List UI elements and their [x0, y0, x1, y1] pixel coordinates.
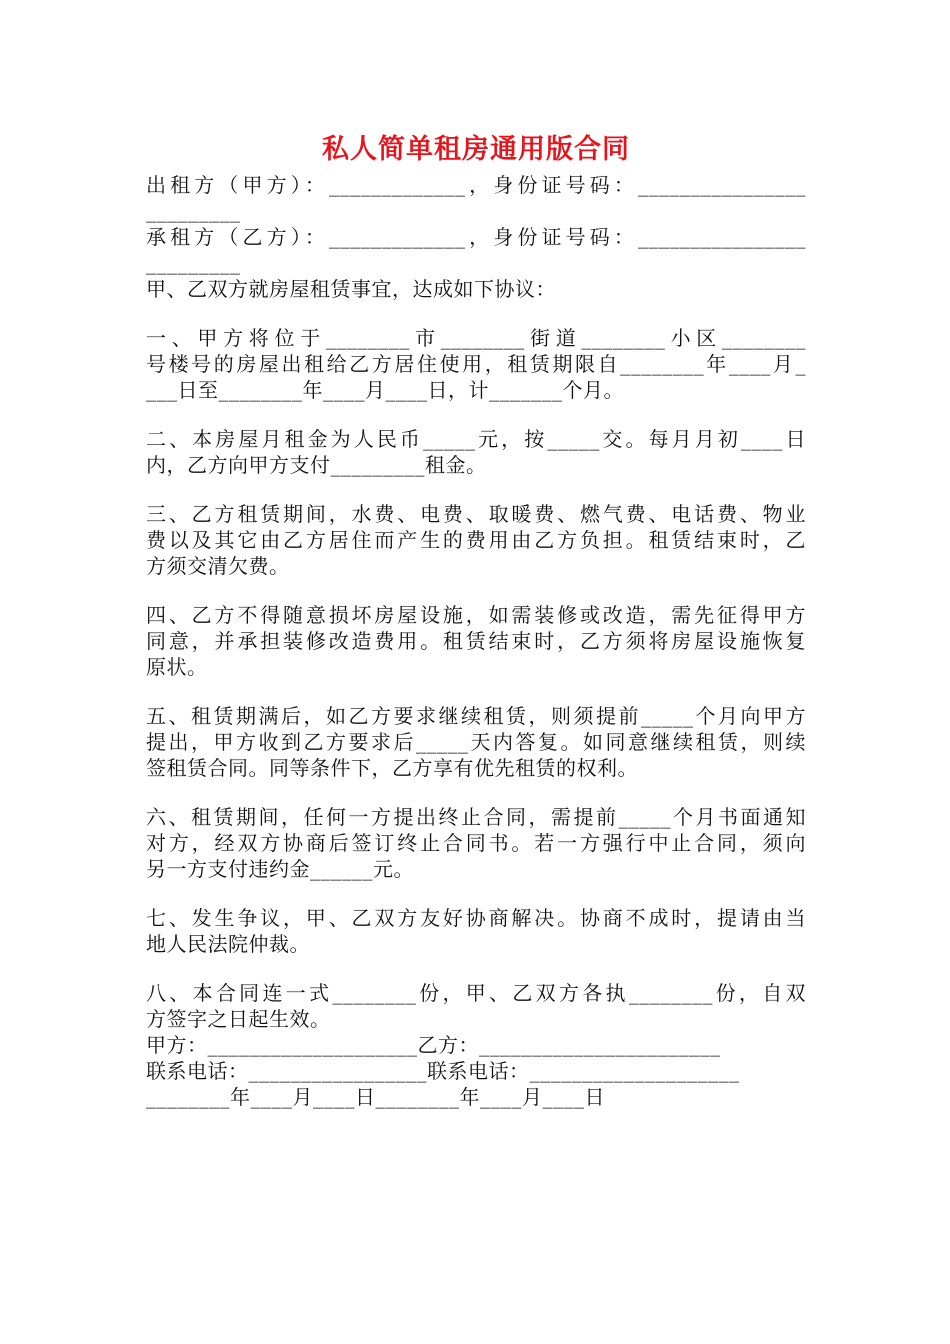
clause-3-line-1: 三、乙方租赁期间，水费、电费、取暖费、燃气费、电话费、物业 — [146, 502, 806, 526]
clause-2-line-2: 内，乙方向甲方支付_________租金。 — [146, 453, 487, 477]
clause-6-line-3: 另一方支付违约金______元。 — [146, 857, 414, 881]
lessor-id-continuation: _________ — [146, 199, 241, 223]
clause-5-line-3: 签租赁合同。同等条件下，乙方享有优先租赁的权利。 — [146, 756, 638, 780]
lessor-line: 出租方（甲方）：_____________，身份证号码：________________ — [146, 173, 806, 197]
paragraph-gap — [146, 957, 806, 980]
contract-title: 私人简单租房通用版合同 — [322, 134, 630, 165]
clause-8-line-1: 八、本合同连一式________份，甲、乙双方各执________份，自双 — [146, 981, 806, 1005]
clause-1-line-3: ___日至________年____月____日，计_______个月。 — [146, 378, 624, 402]
paragraph-gap — [146, 781, 806, 804]
paragraph-gap — [146, 680, 806, 703]
clause-1-line-2: 号楼号的房屋出租给乙方居住使用，租赁期限自________年____月_ — [146, 352, 806, 376]
clause-7-line-2: 地人民法院仲裁。 — [146, 932, 310, 956]
contract-page — [146, 128, 806, 1110]
clause-4-line-2: 同意，并承担装修改造费用。租赁结束时，乙方须将房屋设施恢复 — [146, 629, 806, 653]
signature-parties-line: 甲方：____________________乙方：_______________________ — [146, 1033, 721, 1057]
clause-2-line-1: 二、本房屋月租金为人民币_____元，按_____交。每月月初____日 — [146, 427, 806, 451]
paragraph-gap — [146, 403, 806, 426]
paragraph-gap — [146, 302, 806, 325]
paragraph-gap — [146, 579, 806, 602]
clause-5-line-1: 五、租赁期满后，如乙方要求继续租赁，则须提前_____个月向甲方 — [146, 704, 806, 728]
clause-4-line-3: 原状。 — [146, 655, 208, 679]
clause-7-line-1: 七、发生争议，甲、乙双方友好协商解决。协商不成时，提请由当 — [146, 906, 806, 930]
lessee-id-continuation: _________ — [146, 251, 241, 275]
paragraph-gap — [146, 478, 806, 501]
signature-phone-line: 联系电话：_________________联系电话：____________________ — [146, 1059, 740, 1083]
signature-date-line: ________年____月____日________年____月____日 — [146, 1085, 605, 1109]
clause-3-line-3: 方须交清欠费。 — [146, 554, 290, 578]
clause-1-line-1: 一、甲方将位于________市________街道________小区________ — [146, 326, 806, 350]
clause-6-line-1: 六、租赁期间，任何一方提出终止合同，需提前_____个月书面通知 — [146, 805, 806, 829]
lessee-line: 承租方（乙方）：_____________，身份证号码：________________ — [146, 225, 806, 249]
paragraph-gap — [146, 882, 806, 905]
clause-8-line-2: 方签字之日起生效。 — [146, 1007, 331, 1031]
clause-6-line-2: 对方，经双方协商后签订终止合同书。若一方强行中止合同，须向 — [146, 831, 806, 855]
clause-4-line-1: 四、乙方不得随意损坏房屋设施，如需装修或改造，需先征得甲方 — [146, 603, 806, 627]
agreement-intro: 甲、乙双方就房屋租赁事宜，达成如下协议： — [146, 277, 556, 301]
clause-3-line-2: 费以及其它由乙方居住而产生的费用由乙方负担。租赁结束时，乙 — [146, 528, 806, 552]
clause-5-line-2: 提出，甲方收到乙方要求后_____天内答复。如同意继续租赁，则续 — [146, 730, 806, 754]
